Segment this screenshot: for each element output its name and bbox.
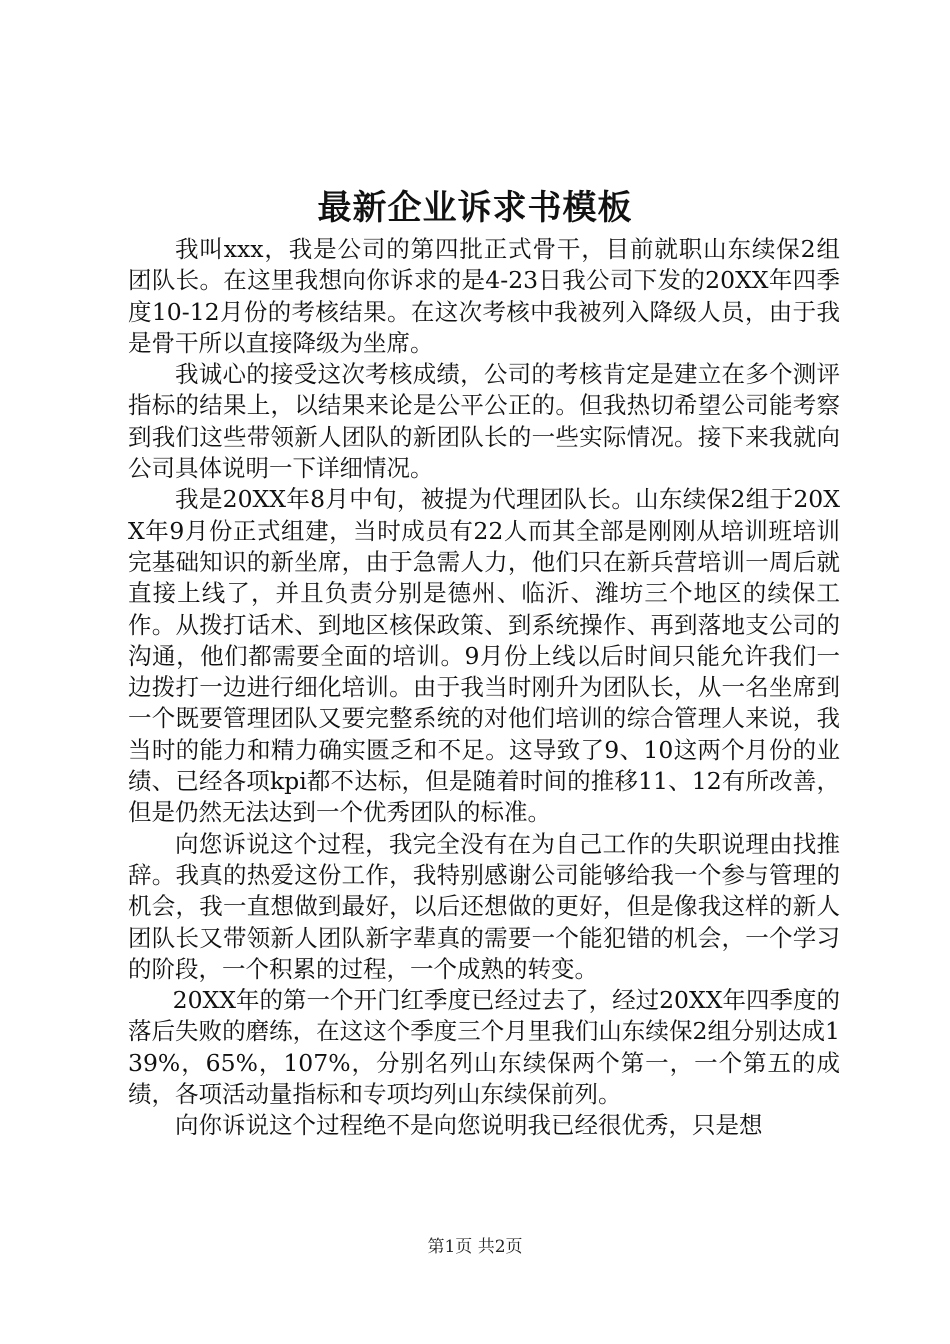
document-body — [128, 234, 840, 1142]
paragraph-3: 我是20XX年8月中旬，被提为代理团队长。山东续保2组于20XX年9月份正式组建，当时成员有22人而其全部是刚刚从培训班培训完基础知识的新坐席，由于急需人力，他们只在新兵营培训一周后就直接上线了，并且负责分别是德州、临沂、潍坊三个地区的续保工作。从拨打话术、到地区核保政策、到系统操作、再到落地支公司的沟通，他们都需要全面的培训。9月份上线以后时间只能允许我们一边拨打一边进行细化培训。由于我当时刚升为团队长，从一名坐席到一个既要管理团队又要完整系统的对他们培训的综合管理人来说，我当时的能力和精力确实匮乏和不足。这导致了9、10这两个月份的业绩、已经各项kpi都不达标，但是随着时间的推移11、12有所改善，但是仍然无法达到一个优秀团队的标准。 — [128, 485, 840, 827]
paragraph-2: 我诚心的接受这次考核成绩，公司的考核肯定是建立在多个测评指标的结果上，以结果来论是公平公正的。但我热切希望公司能考察到我们这些带领新人团队的新团队长的一些实际情况。接下来我就向公司具体说明一下详细情况。 — [128, 360, 840, 483]
paragraph-5: 20XX年的第一个开门红季度已经过去了，经过20XX年四季度的落后失败的磨练，在这这个季度三个月里我们山东续保2组分别达成139%，65%，107%，分别名列山东续保两个第一，一个第五的成绩，各项活动量指标和专项均列山东续保前列。 — [128, 986, 840, 1109]
paragraph-1: 我叫xxx，我是公司的第四批正式骨干，目前就职山东续保2组团队长。在这里我想向你诉求的是4-23日我公司下发的20XX年四季度10-12月份的考核结果。在这次考核中我被列入降级人员，由于我是骨干所以直接降级为坐席。 — [128, 235, 840, 357]
page-footer: 第1页 共2页 — [427, 1237, 523, 1257]
document-title: 最新企业诉求书模板 — [317, 188, 633, 228]
paragraph-6: 向你诉说这个过程绝不是向您说明我已经很优秀，只是想 — [175, 1111, 763, 1140]
paragraph-4: 向您诉说这个过程，我完全没有在为自己工作的失职说理由找推辞。我真的热爱这份工作，我特别感谢公司能够给我一个参与管理的机会，我一直想做到最好，以后还想做的更好，但是像我这样的新人团队长又带领新人团队新字辈真的需要一个能犯错的机会，一个学习的阶段，一个积累的过程，一个成熟的转变。 — [128, 829, 840, 983]
